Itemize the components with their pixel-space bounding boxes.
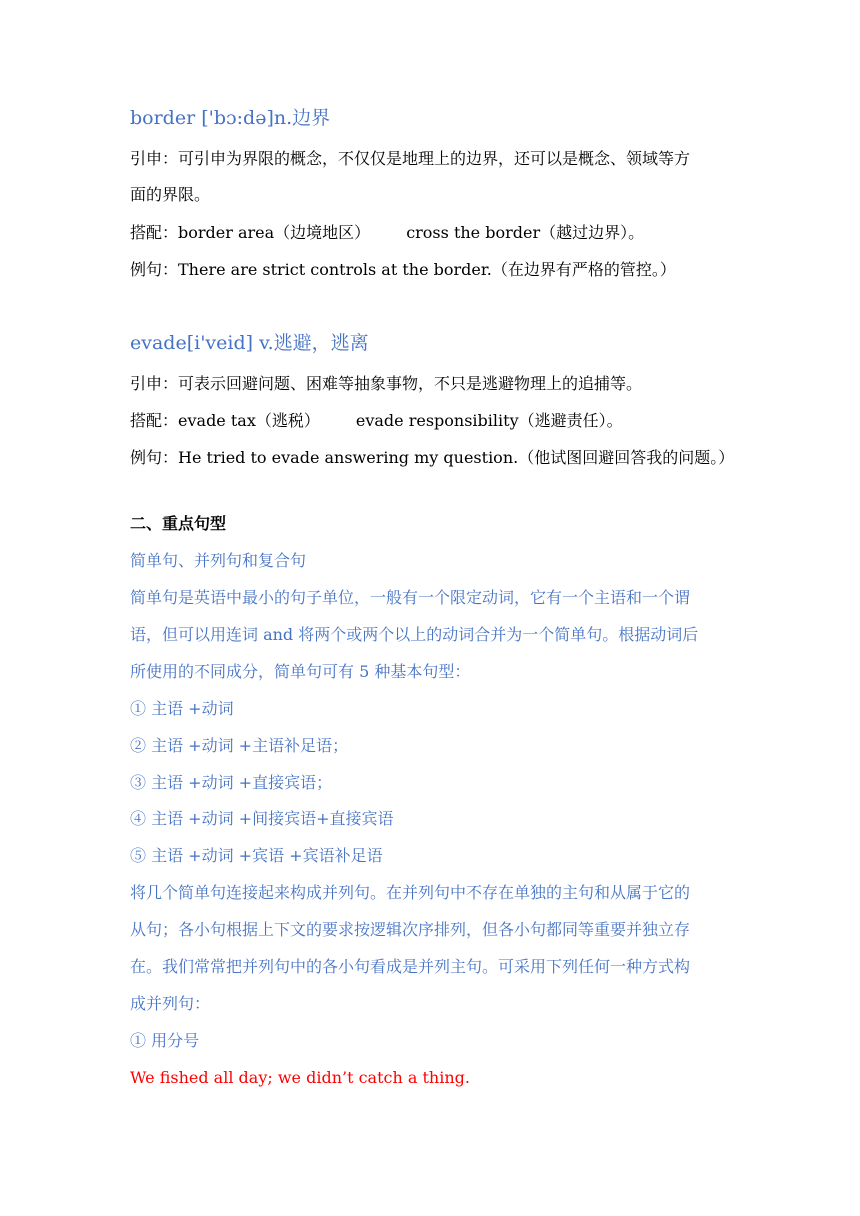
collocation-prefix: 搭配： bbox=[130, 223, 179, 242]
extension-line: 面的界限。 bbox=[130, 185, 211, 204]
section-subtitle: 简单句、并列句和复合句 bbox=[130, 551, 307, 570]
collocation-2: cross the border（越过边界）。 bbox=[406, 223, 645, 242]
example-sentence: We fished all day; we didn’t catch a thing. bbox=[130, 1068, 470, 1087]
collocation-1: evade tax（逃税） bbox=[178, 411, 320, 430]
example-line: 例句：He tried to evade answering my question.（他试图回避回答我的问题。） bbox=[130, 448, 735, 467]
pattern-item: ① 主语 +动词 bbox=[130, 699, 234, 718]
example-line: 例句：There are strict controls at the border.（在边界有严格的管控。） bbox=[130, 260, 676, 279]
collocation-prefix: 搭配： bbox=[130, 411, 179, 430]
vocab-headword-border: border ['bɔ:də]n.边界 bbox=[130, 107, 331, 129]
paragraph-line: 成并列句： bbox=[130, 994, 211, 1013]
extension-line: 引申：可引申为界限的概念，不仅仅是地理上的边界，还可以是概念、领域等方 bbox=[130, 149, 691, 168]
pattern-item: ④ 主语 +动词 +间接宾语+直接宾语 bbox=[130, 809, 394, 828]
paragraph-line: 从句；各小句根据上下文的要求按逻辑次序排列，但各小句都同等重要并独立存 bbox=[130, 920, 691, 939]
pattern-item: ③ 主语 +动词 +直接宾语； bbox=[130, 773, 333, 792]
paragraph-line: 将几个简单句连接起来构成并列句。在并列句中不存在单独的主句和从属于它的 bbox=[130, 883, 691, 902]
pattern-item: ② 主语 +动词 +主语补足语； bbox=[130, 736, 349, 755]
paragraph-line: 简单句是英语中最小的句子单位，一般有一个限定动词，它有一个主语和一个谓 bbox=[130, 588, 691, 607]
paragraph-line: 在。我们常常把并列句中的各小句看成是并列主句。可采用下列任何一种方式构 bbox=[130, 957, 691, 976]
section-title: 二、重点句型 bbox=[130, 514, 227, 533]
pattern-item: ⑤ 主语 +动词 +宾语 +宾语补足语 bbox=[130, 846, 383, 865]
paragraph-line: 所使用的不同成分，简单句可有 5 种基本句型： bbox=[130, 662, 471, 681]
collocation-2: evade responsibility（逃避责任）。 bbox=[355, 411, 623, 430]
extension-line: 引申：可表示回避问题、困难等抽象事物，不只是逃避物理上的追捕等。 bbox=[130, 374, 643, 393]
collocation-line bbox=[130, 410, 623, 432]
paragraph-line: 语，但可以用连词 and 将两个或两个以上的动词合并为一个简单句。根据动词后 bbox=[130, 625, 699, 644]
method-item: ① 用分号 bbox=[130, 1031, 200, 1050]
collocation-line bbox=[130, 222, 644, 244]
collocation-1: border area（边境地区） bbox=[178, 223, 371, 242]
vocab-headword-evade: evade[i'veid] v.逃避，逃离 bbox=[130, 332, 369, 354]
